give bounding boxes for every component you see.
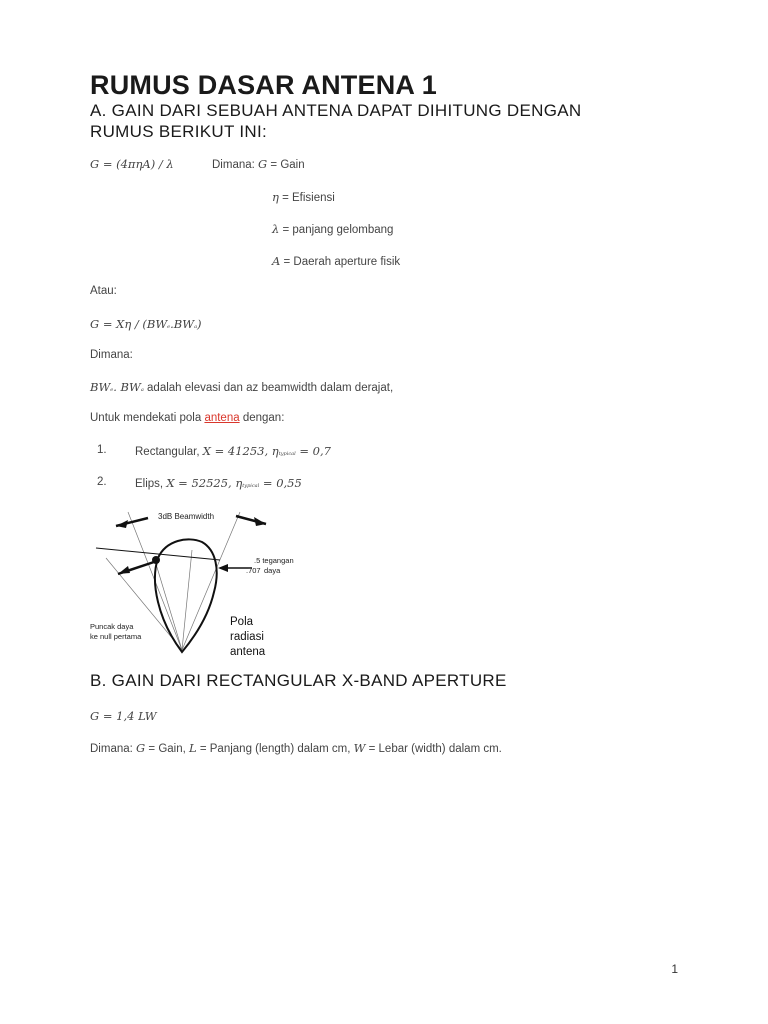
antena-link[interactable]: antena <box>204 412 240 424</box>
gain-formula: G = (4πηA) / λ <box>90 157 174 171</box>
page-title: RUMUS DASAR ANTENA 1 <box>90 70 438 100</box>
section-a-heading <box>90 100 581 142</box>
xband-gain-formula: G = 1,4 LW <box>90 709 157 723</box>
pattern-label-line1: Pola <box>230 616 254 628</box>
atau-label: Atau: <box>90 285 117 297</box>
definition-aperture: A = Daerah aperture fisik <box>272 254 401 268</box>
beamwidth-label: 3dB Beamwidth <box>158 512 215 521</box>
list-item: 1. Rectangular, X = 41253, ηtypical = 0,7 <box>97 444 331 458</box>
xband-definition: Dimana: G = Gain, L = Panjang (length) dalam cm, W = Lebar (width) dalam cm. <box>90 741 502 755</box>
power-label-number: .707 <box>246 566 261 575</box>
section-a-heading-line2: RUMUS BERIKUT INI: <box>90 122 267 141</box>
approach-text: Untuk mendekati pola antena dengan: <box>90 412 285 424</box>
null-line-right <box>182 512 240 650</box>
power-label: daya <box>264 566 281 575</box>
dimana-label: Dimana: <box>90 349 133 361</box>
definition-gain: Dimana: G = Gain <box>212 157 305 171</box>
page-number: 1 <box>671 962 678 976</box>
definition-efficiency: η = Efisiensi <box>272 190 335 204</box>
radiation-pattern-diagram <box>88 500 328 660</box>
definition-wavelength: λ = panjang gelombang <box>272 222 394 236</box>
beamwidth-definition: BWe. BWa adalah elevasi dan az beamwidth dalam derajat, <box>90 380 394 394</box>
pattern-label-line2: radiasi <box>230 631 264 643</box>
section-a-heading-line1: A. GAIN DARI SEBUAH ANTENA DAPAT DIHITUNG DENGAN <box>90 101 582 120</box>
peak-label-line1: Puncak daya <box>90 622 134 631</box>
voltage-label: .5 tegangan <box>254 556 294 565</box>
beam-line-right <box>182 550 192 650</box>
gain-formula-beamwidth: G = Xη / (BWe.BWa) <box>90 317 202 331</box>
section-b-heading: B. GAIN DARI RECTANGULAR X-BAND APERTURE <box>90 671 507 690</box>
peak-label-line2: ke null pertama <box>90 632 142 641</box>
list-item: 2. Elips, X = 52525, ηtypical = 0,55 <box>97 476 302 490</box>
pattern-label-line3: antena <box>230 646 266 658</box>
